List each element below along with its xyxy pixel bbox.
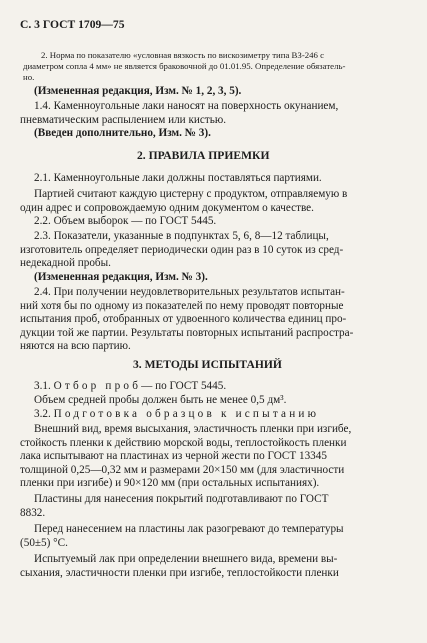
spaced-term: Отбор проб [53,380,142,392]
paragraph-line: Пластины для нанесения покрытий подготавливают по ГОСТ [34,493,329,505]
paragraph-line: 2.2. Объем выборок — по ГОСТ 5445. [34,215,217,227]
section-heading: 2. ПРАВИЛА ПРИЕМКИ [137,149,270,162]
footnote-line: диаметром сопла 4 мм» не является браковочной до 01.01.95. Определение обязатель- [23,61,346,71]
paragraph-line: 2.3. Показатели, указанные в подпунктах 5, 6, 8—12 таблицы, [34,230,329,242]
revision-note: (Измененная редакция, Изм. № 1, 2, 3, 5). [34,85,242,97]
paragraph-line: ний хотя бы по одному из показателей по нему проводят повторные [20,300,344,312]
paragraph-line: Внешний вид, время высыхания, эластичность пленки при изгибе, [34,423,352,435]
subsection-3-1 [34,380,226,393]
paragraph-line: сыхания, эластичности пленки при изгибе, теплостойкости пленки [20,567,339,579]
paragraph-line: изготовитель определяет периодически один раз в 10 суток из сред- [20,244,344,256]
paragraph-line: толщиной 0,25—0,32 мм и размерами 20×150 мм (для эластичности [20,464,345,476]
paragraph-line: 8832. [20,507,46,519]
paragraph-line: пневматическим распылением или кистью. [20,114,227,126]
item-rest: — по ГОСТ 5445. [141,380,227,392]
paragraph-line: 2.1. Каменноугольные лаки должны поставляться партиями. [34,172,322,184]
paragraph-line: лака испытывают на пластинах из черной жести по ГОСТ 13345 [20,450,327,462]
revision-note: (Измененная редакция, Изм. № 3). [34,271,208,283]
paragraph-line: Испытуемый лак при определении внешнего вида, времени вы- [34,553,338,565]
footnote-line: но. [23,72,35,82]
subsection-3-2 [34,408,319,421]
paragraph-line: (50±5) °С. [20,537,68,549]
section-heading: 3. МЕТОДЫ ИСПЫТАНИЙ [133,358,282,371]
paragraph-line: стойкость пленки к действию морской воды, теплостойкость пленки [20,437,347,449]
paragraph-line: дукции той же партии. Результаты повторных испытаний распростра- [20,327,354,339]
item-number: 3.2. [34,408,51,420]
paragraph-line: Перед нанесением на пластины лак разогревают до температуры [34,523,344,535]
paragraph-line: недекадной пробы. [20,257,111,269]
paragraph-line: 1.4. Каменноугольные лаки наносят на поверхность окунанием, [34,100,339,112]
spaced-term: Подготовка образцов к испытанию [53,408,320,420]
paragraph-line: один адрес и сопровождаемую одним документом о качестве. [20,202,314,214]
paragraph-line: пленки при изгибе) и 90×120 мм (при остальных испытаниях). [20,477,320,489]
paragraph-line: испытания проб, отобранных от удвоенного количества единиц про- [20,313,347,325]
paragraph-line: няются на всю партию. [20,340,131,352]
addition-note: (Введен дополнительно, Изм. № 3). [34,127,211,139]
page-header: С. 3 ГОСТ 1709—75 [20,18,125,31]
paragraph-line: 2.4. При получении неудовлетворительных результатов испытан- [34,286,345,298]
item-number: 3.1. [34,380,51,392]
paragraph-line: Объем средней пробы должен быть не менее 0,5 дм³. [34,394,287,406]
footnote-line: 2. Норма по показателю «условная вязкость по вискозиметру типа ВЗ-246 с [41,50,325,60]
paragraph-line: Партией считают каждую цистерну с продуктом, отправляемую в [34,188,348,200]
